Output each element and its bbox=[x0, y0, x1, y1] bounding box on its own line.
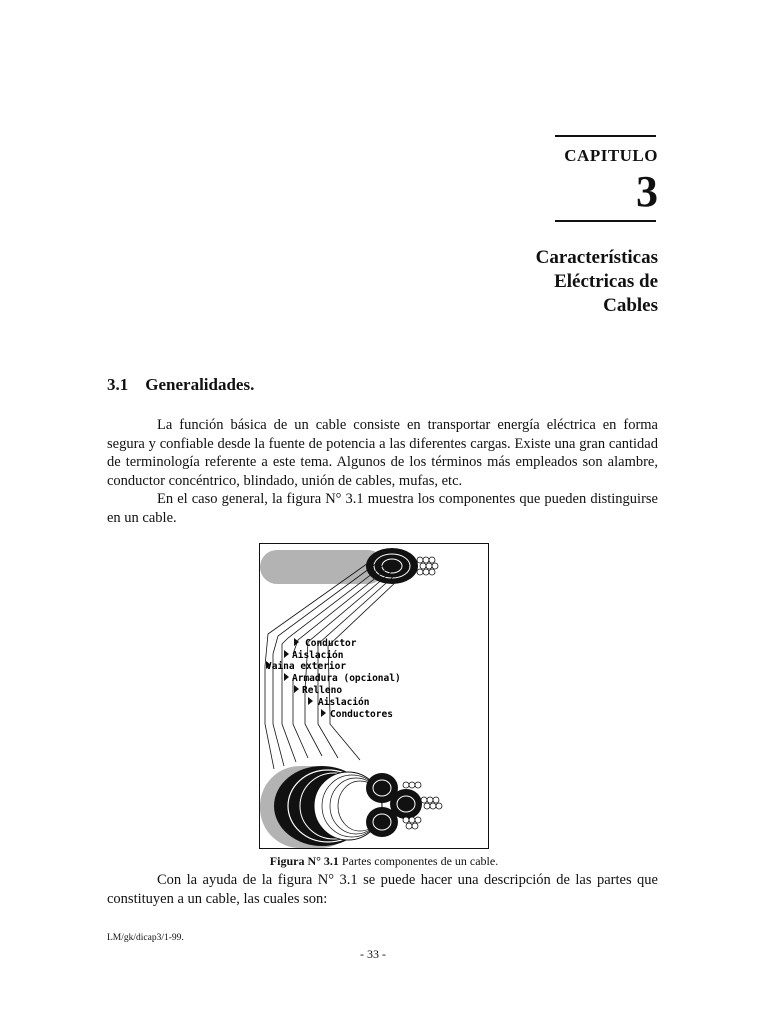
paragraph-figure-ref bbox=[107, 490, 658, 527]
paragraph-intro bbox=[107, 416, 658, 490]
chapter-title bbox=[536, 246, 658, 318]
top-strands bbox=[417, 557, 438, 575]
caption-label: Figura N° 3.1 bbox=[269, 854, 339, 868]
label-aislacion-2: Aislación bbox=[318, 697, 370, 708]
cable-diagram bbox=[260, 544, 490, 850]
paragraph-description bbox=[107, 871, 658, 908]
chapter-title-line: Cables bbox=[603, 295, 658, 316]
page-number: - 33 - bbox=[360, 947, 386, 961]
paragraph-text: La función básica de un cable consiste en transportar energía eléctrica en forma segura y confiable desde la fuente de potencia a las diferentes cargas. Existe una gran cantidad de terminología referente a este tema. Algunos de los términos más empleados son alambre, conductor concéntrico, blindado, unión de cables, mufas, etc. bbox=[107, 417, 658, 489]
caption-text: Partes componentes de un cable. bbox=[341, 854, 499, 868]
label-vaina-exterior: Vaina exterior bbox=[266, 661, 347, 672]
label-conductor: Conductor bbox=[305, 638, 357, 649]
chapter-label: CAPITULO bbox=[564, 146, 658, 165]
chapter-title-line: Eléctricas de bbox=[554, 271, 658, 292]
section-number: 3.1 bbox=[107, 375, 129, 394]
chapter-top-rule bbox=[555, 135, 656, 137]
label-relleno: Relleno bbox=[302, 685, 343, 696]
label-aislacion: Aislación bbox=[292, 650, 344, 661]
chapter-bottom-rule bbox=[555, 220, 656, 222]
label-conductores: Conductores bbox=[330, 709, 393, 720]
section-title: Generalidades. bbox=[145, 375, 255, 394]
label-armadura: Armadura (opcional) bbox=[292, 673, 401, 684]
chapter-number: 3 bbox=[636, 167, 658, 216]
footer-reference: LM/gk/dicap3/1-99. bbox=[107, 933, 184, 943]
paragraph-text: En el caso general, la figura N° 3.1 muestra los componentes que pueden distinguirse en un cable. bbox=[107, 491, 658, 526]
cable-figure bbox=[259, 543, 489, 849]
figure-caption bbox=[0, 854, 768, 869]
chapter-title-line: Características bbox=[535, 247, 658, 268]
paragraph-text: Con la ayuda de la figura N° 3.1 se puede hacer una descripción de las partes que constituyen a un cable, las cuales son: bbox=[107, 872, 658, 907]
section-heading bbox=[107, 375, 254, 395]
